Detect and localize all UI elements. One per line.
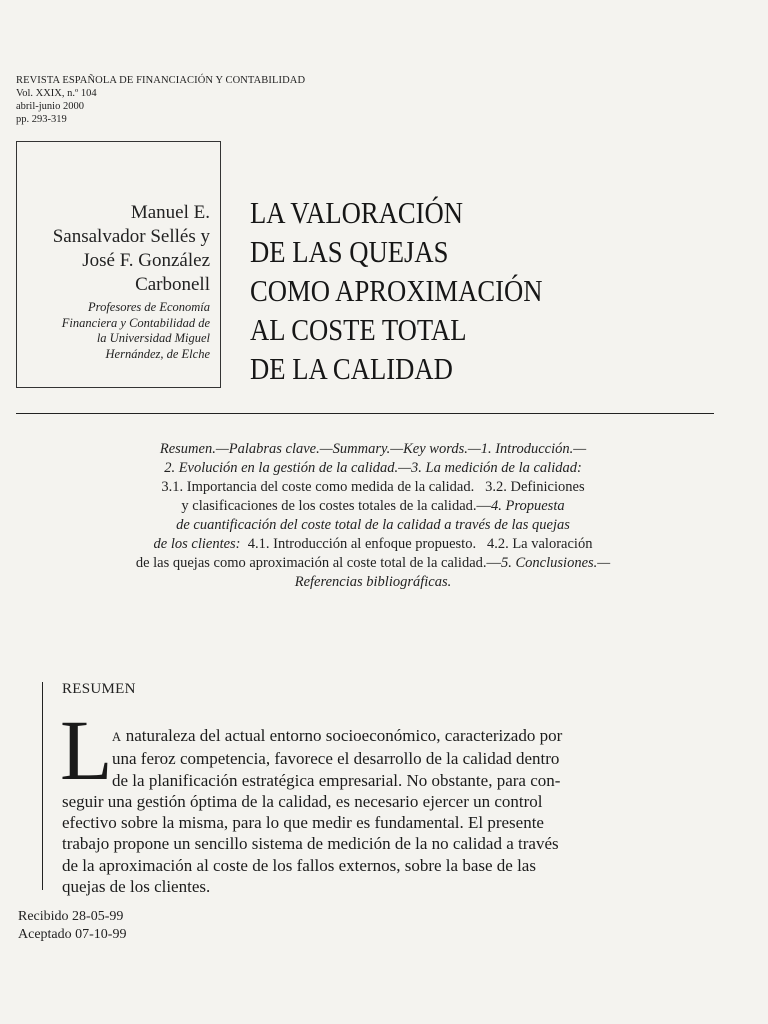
toc-line (48, 516, 698, 535)
toc-text: Referencias bibliográficas. (294, 574, 452, 590)
author-line: Manuel E. (130, 202, 210, 223)
abstract-side-bar (42, 682, 43, 890)
affiliation-line: Hernández, de Elche (105, 346, 210, 361)
author-line: Carbonell (135, 274, 210, 295)
abstract-line: quejas de los clientes. (62, 877, 211, 897)
abstract-line: seguir una gestión óptima de la calidad, es necesario ejercer un control (62, 791, 543, 811)
toc-text: Resumen.—Palabras clave.—Summary.—Key words.—1. Introducción.— (159, 441, 587, 457)
author-affiliation (15, 300, 210, 362)
toc-line (48, 440, 698, 459)
title-line: DE LAS QUEJAS (250, 234, 449, 269)
author-names (20, 201, 210, 297)
abstract-line: una feroz competencia, favorece el desarrollo de la calidad dentro (112, 749, 560, 769)
toc-line (48, 535, 698, 554)
toc-text: 2. Evolución en la gestión de la calidad.—3. La medición de la calidad: (164, 460, 582, 476)
affiliation-line: la Universidad Miguel (96, 331, 210, 345)
journal-pages: pp. 293-319 (16, 114, 67, 125)
toc-text: 4.1. Introducción al enfoque propuesto. 4.2. La valoración (240, 536, 593, 552)
abstract-line (62, 725, 714, 748)
drop-cap: L (60, 702, 113, 798)
article-title (250, 193, 543, 388)
abstract-line: efectivo sobre la misma, para lo que medir es fundamental. El presente (62, 813, 544, 833)
author-line: Sansalvador Sellés y (52, 226, 210, 247)
title-line: DE LA CALIDAD (250, 351, 453, 386)
title-line: COMO APROXIMACIÓN (250, 273, 543, 308)
received-date: Recibido 28-05-99 (18, 909, 124, 924)
journal-date: abril-junio 2000 (16, 101, 84, 112)
abstract-line: de la planificación estratégica empresarial. No obstante, para con- (112, 770, 561, 790)
toc-line (48, 554, 698, 573)
small-caps-letter: A (112, 730, 122, 744)
abstract-heading: RESUMEN (62, 681, 136, 697)
toc-text: de los clientes: (153, 536, 241, 552)
abstract-line: trabajo propone un sencillo sistema de medición de la no calidad a través (62, 834, 559, 854)
toc-line (48, 459, 698, 478)
title-line: AL COSTE TOTAL (250, 312, 467, 347)
abstract-line: de la aproximación al coste de los fallos externos, sobre la base de las (62, 855, 536, 875)
toc-line (48, 478, 698, 497)
horizontal-rule (16, 413, 714, 414)
affiliation-line: Profesores de Economía (88, 300, 210, 314)
affiliation-line: Financiera y Contabilidad de (61, 315, 210, 330)
toc-text: 5. Conclusiones.— (501, 555, 611, 571)
journal-name: REVISTA ESPAÑOLA DE FINANCIACIÓN Y CONTABILIDAD (16, 75, 306, 86)
toc-text: y clasificaciones de los costes totales de la calidad.— (181, 498, 492, 514)
toc-line (48, 573, 698, 592)
author-line: José F. González (82, 250, 210, 271)
toc-text: de las quejas como aproximación al coste total de la calidad.— (135, 555, 502, 571)
title-line: LA VALORACIÓN (250, 195, 464, 230)
toc-text: 4. Propuesta (491, 498, 565, 514)
toc-text: 3.1. Importancia del coste como medida de la calidad. 3.2. Definiciones (161, 479, 585, 495)
abstract-body (62, 725, 714, 897)
submission-dates (18, 908, 126, 944)
table-of-contents (48, 440, 698, 592)
toc-line (48, 497, 698, 516)
journal-header (16, 74, 305, 126)
abstract-text: naturaleza del actual entorno socioeconómico, caracterizado por (121, 726, 563, 745)
author-box (16, 141, 221, 388)
toc-text: de cuantificación del coste total de la calidad a través de las quejas (176, 517, 570, 533)
accepted-date: Aceptado 07-10-99 (18, 927, 127, 942)
journal-volume: Vol. XXIX, n.º 104 (16, 88, 97, 99)
